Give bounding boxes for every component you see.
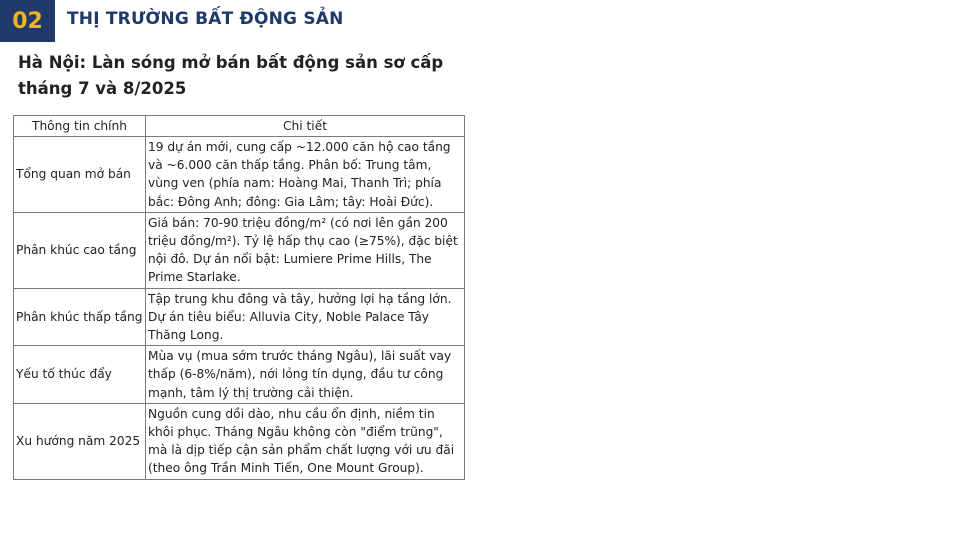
table-row: [14, 288, 465, 346]
column-header-details: Chi tiết: [146, 116, 465, 137]
table-row: [14, 137, 465, 213]
row-value: Nguồn cung dồi dào, nhu cầu ổn định, niềm tin khôi phục. Tháng Ngâu không còn "điểm trũng", mà là dịp tiếp cận sản phẩm chất lượng với ưu đãi (theo ông Trần Minh Tiến, One Mount Group).: [146, 403, 465, 479]
row-key: Phân khúc cao tầng: [14, 212, 146, 288]
row-value: 19 dự án mới, cung cấp ~12.000 căn hộ cao tầng và ~6.000 căn thấp tầng. Phân bố: Trung tâm, vùng ven (phía nam: Hoàng Mai, Thanh Trì; phía bắc: Đông Anh; đông: Gia Lâm; tây: Hoài Đức).: [146, 137, 465, 213]
table-row: [14, 346, 465, 404]
row-key: Phân khúc thấp tầng: [14, 288, 146, 346]
section-title: THỊ TRƯỜNG BẤT ĐỘNG SẢN: [67, 9, 344, 29]
table-header-row: [14, 116, 465, 137]
row-key: Tổng quan mở bán: [14, 137, 146, 213]
row-key: Xu hướng năm 2025: [14, 403, 146, 479]
row-value: Giá bán: 70-90 triệu đồng/m² (có nơi lên gần 200 triệu đồng/m²). Tỷ lệ hấp thụ cao (≥75%), đặc biệt nội đô. Dự án nổi bật: Lumiere Prime Hills, The Prime Starlake.: [146, 212, 465, 288]
row-value: Tập trung khu đông và tây, hưởng lợi hạ tầng lớn. Dự án tiêu biểu: Alluvia City, Noble Palace Tây Thăng Long.: [146, 288, 465, 346]
column-header-main-info: Thông tin chính: [14, 116, 146, 137]
slide-heading-line1: Hà Nội: Làn sóng mở bán bất động sản sơ cấp: [18, 53, 444, 72]
row-key: Yếu tố thúc đẩy: [14, 346, 146, 404]
market-info-table: [13, 115, 465, 480]
table-row: [14, 212, 465, 288]
slide-heading: [18, 50, 458, 102]
table-row: [14, 403, 465, 479]
section-number-badge: 02: [0, 0, 55, 42]
row-value: Mùa vụ (mua sớm trước tháng Ngâu), lãi suất vay thấp (6-8%/năm), nới lỏng tín dụng, đầu tư công mạnh, tâm lý thị trường cải thiện.: [146, 346, 465, 404]
slide-heading-line2: tháng 7 và 8/2025: [18, 79, 187, 98]
